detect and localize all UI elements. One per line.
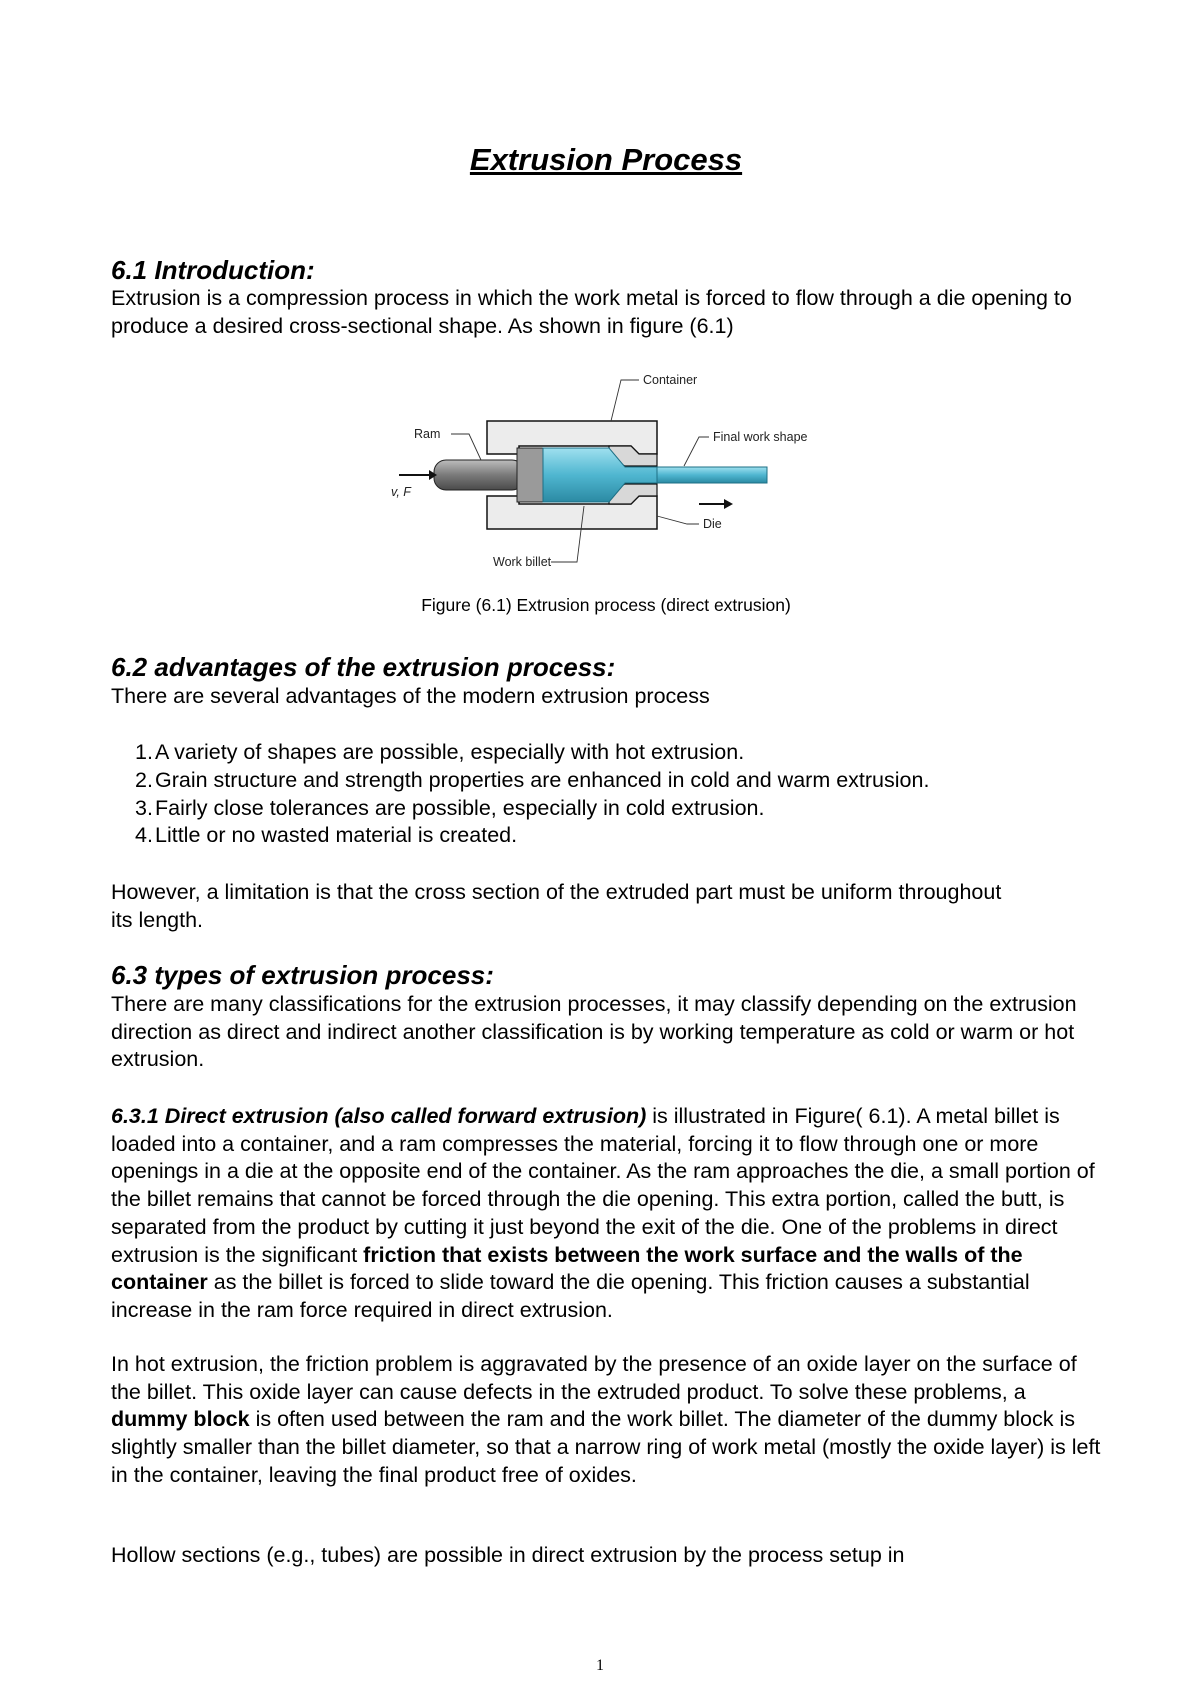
dummy-block (517, 448, 543, 502)
list-number: 3. (135, 795, 153, 820)
section-heading-types: 6.3 types of extrusion process: (111, 960, 494, 990)
list-item (135, 795, 1135, 823)
types-paragraph: There are many classifications for the extrusion processes, it may classify depending on the extrusion direction as direct and indirect another classification is by working temperature as cold or warm or hot extrusion. (111, 992, 1077, 1072)
list-item-text: Fairly close tolerances are possible, especially in cold extrusion. (155, 795, 765, 820)
advantages-list (111, 739, 1135, 850)
document-title: Extrusion Process (469, 142, 743, 177)
hollow-sections-paragraph: Hollow sections (e.g., tubes) are possible in direct extrusion by the process setup in (111, 1543, 905, 1567)
hot-extrusion-paragraph: In hot extrusion, the friction problem is aggravated by the presence of an oxide layer on the surface of the billet. This oxide layer can cause defects in the extruded product. To solve these problems, a dummy block is often used between the ram and the work billet. The diameter of the dummy block is slightly smaller than the billet diameter, so that a narrow ring of work metal (mostly the oxide layer) is left in the container, leaving the final product free of oxides. (111, 1352, 1101, 1487)
list-item (135, 767, 1135, 795)
container-leader (611, 380, 639, 421)
label-die: Die (703, 517, 722, 531)
limitation-paragraph: However, a limitation is that the cross section of the extruded part must be uniform throughout its length. (111, 880, 1002, 932)
label-work-billet: Work billet (493, 555, 552, 569)
label-final-work-shape: Final work shape (713, 430, 808, 444)
list-number: 2. (135, 767, 153, 792)
ram-leader (451, 434, 481, 460)
section-heading-advantages: 6.2 advantages of the extrusion process: (111, 652, 616, 682)
dummy-block-emphasis: dummy block (111, 1407, 250, 1432)
figure-caption: Figure (6.1) Extrusion process (direct extrusion) (421, 595, 791, 615)
list-item-text: A variety of shapes are possible, especially with hot extrusion. (155, 740, 745, 764)
label-ram: Ram (414, 427, 441, 441)
final-shape-leader (684, 437, 709, 466)
label-container: Container (643, 373, 698, 387)
extruded-product (657, 467, 767, 483)
direct-extrusion-lead: 6.3.1 Direct extrusion (also called forward extrusion) (111, 1104, 647, 1128)
section-heading-introduction: 6.1 Introduction: (111, 255, 315, 285)
page-number: 1 (596, 1657, 604, 1674)
extrusion-figure (391, 366, 889, 578)
intro-paragraph: Extrusion is a compression process in which the work metal is forced to flow through a die opening to produce a desired cross-sectional shape. As shown in figure (6.1) (111, 286, 1072, 338)
list-item (135, 822, 1135, 850)
advantages-intro: There are several advantages of the modern extrusion process (111, 684, 710, 708)
direct-extrusion-paragraph: 6.3.1 Direct extrusion (also called forward extrusion) is illustrated in Figure( 6.1). A metal billet is loaded into a container, and a ram compresses the material, forcing it to flow through one or more openings in a die at the opposite end of the container. As the ram approaches the die, a small portion of the billet remains that cannot be forced through the die opening. This extra portion, called the butt, is separated from the product by cutting it just beyond the exit of the die. One of the problems in direct extrusion is the significant friction that exists between the work surface and the walls of the container as the billet is forced to slide toward the die opening. This friction causes a substantial increase in the ram force required in direct extrusion. (111, 1104, 1095, 1322)
list-item-text: Grain structure and strength properties are enhanced in cold and warm extrusion. (155, 767, 930, 792)
extrusion-diagram (391, 366, 889, 578)
ram (434, 460, 524, 490)
die-leader (657, 516, 699, 524)
exit-arrow-head (724, 499, 733, 509)
friction-emphasis: friction that exists between the work surface and the walls of the container (111, 1242, 1023, 1295)
label-force: v, F (391, 485, 411, 499)
list-item-text: Little or no wasted material is created. (155, 823, 518, 848)
list-item (135, 739, 1135, 767)
list-number: 4. (135, 823, 153, 848)
list-number: 1. (135, 740, 153, 764)
